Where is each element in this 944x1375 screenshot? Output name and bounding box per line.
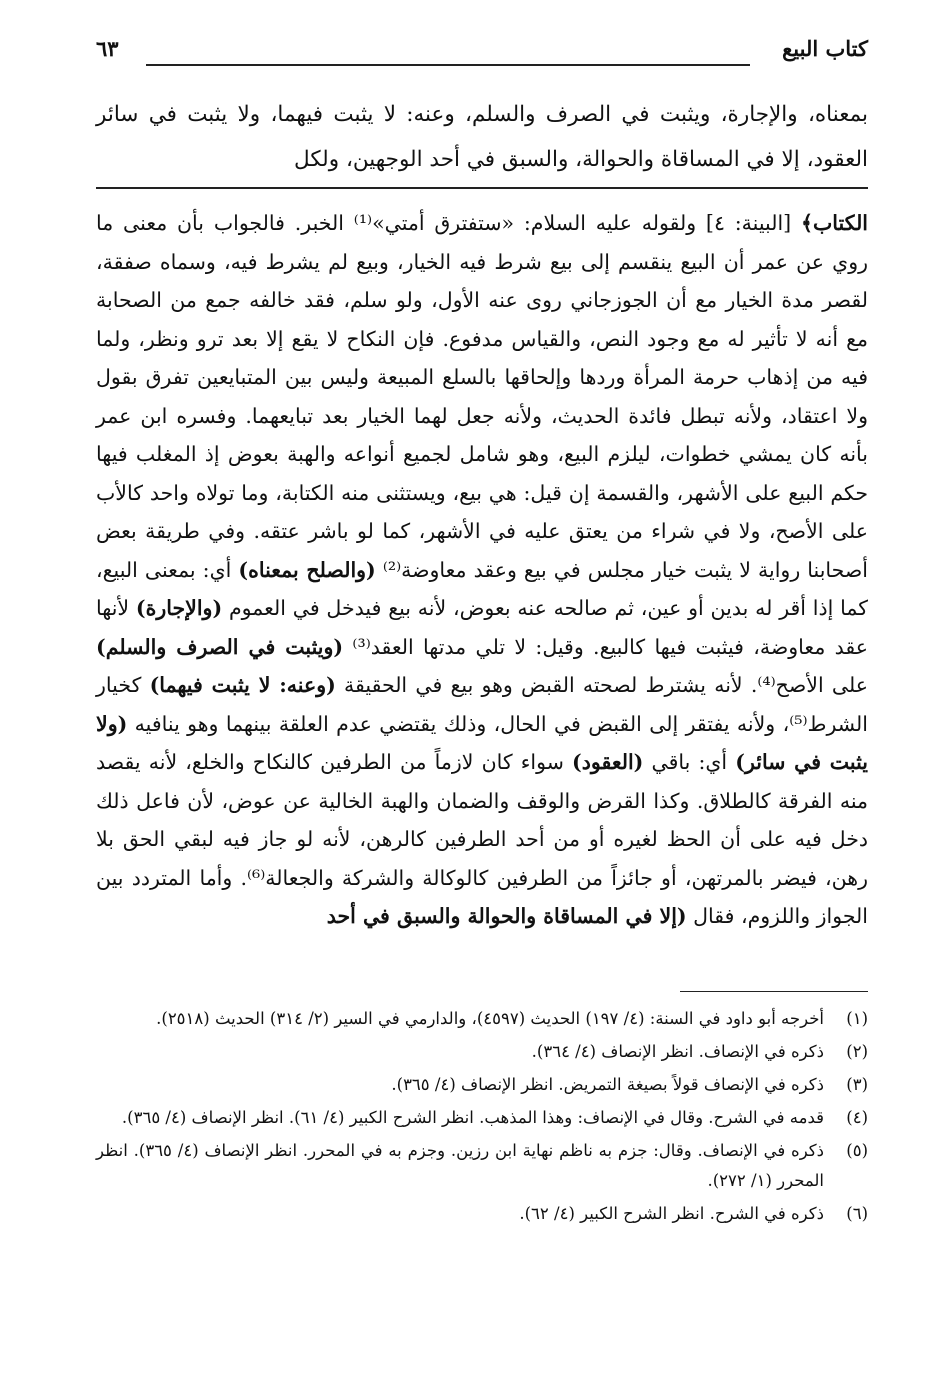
footnote-separator — [680, 991, 868, 992]
footnote-text: ذكره في الإنصاف قولاً بصيغة التمريض. انظر الإنصاف (٤/ ٣٦٥). — [391, 1075, 824, 1094]
matn-quote: (ولا يثبت في سائر) — [96, 711, 868, 774]
footnote-item — [96, 1136, 868, 1196]
footnote-text: ذكره في الإنصاف. وقال: جزم به ناظم نهاية ابن رزين. وجزم به في المحرر. انظر الإنصاف (٤/ ٣٦٥). انظر المحرر (١/ ٢٧٢). — [96, 1141, 824, 1190]
matn-quote: (ويثبت في الصرف والسلم) — [96, 634, 344, 659]
footnote-text: أخرجه أبو داود في السنة: (٤/ ١٩٧) الحديث (٤٥٩٧)، والدارمي في السير (٢/ ٣١٤) الحديث (٢٥١٨). — [156, 1009, 824, 1028]
matn-quote: (والإجارة) — [135, 596, 223, 620]
matn-quote: الكتاب﴾ — [801, 211, 869, 235]
footnote-number: (٥) — [846, 1141, 868, 1160]
matn-quote: (وعنه: لا يثبت فيهما) — [149, 673, 336, 697]
footnote-text: ذكره في الإنصاف. انظر الإنصاف (٤/ ٣٦٤). — [531, 1042, 824, 1061]
sharh-commentary — [96, 204, 868, 936]
chapter-title: كتاب البيع — [782, 36, 868, 61]
page-header — [96, 30, 868, 78]
matn-separator — [96, 187, 868, 189]
footnote-item — [96, 1070, 868, 1100]
footnote-text: ذكره في الشرح. انظر الشرح الكبير (٤/ ٦٢). — [519, 1204, 824, 1223]
commentary-text: على الأصح⁽⁴⁾. لأنه يشترط لصحته القبض وهو بيع في الحقيقة — [335, 673, 868, 697]
matn-quote: (والصلح بمعناه) — [238, 557, 376, 582]
footnote-item — [96, 1199, 868, 1229]
footnote-item — [96, 1103, 868, 1133]
footnote-item — [96, 1037, 868, 1067]
footnote-number: (٣) — [846, 1075, 868, 1094]
commentary-text: أي: بمعنى البيع، كما إذا أقر له بدين أو عين، ثم صالحه عنه بعوض، لأنه بيع فيدخل في العموم — [96, 557, 868, 620]
footnote-number: (١) — [846, 1009, 868, 1028]
page-number: ٦٣ — [96, 36, 119, 61]
matn-text: بمعناه، والإجارة، ويثبت في الصرف والسلم، وعنه: لا يثبت فيهما، ولا يثبت في سائر العقود، إلا في المساقاة والحوالة، والسبق في أحد الوجهين، ولكل — [96, 102, 868, 172]
footnote-number: (٢) — [846, 1042, 868, 1061]
footnote-text: قدمه في الشرح. وقال في الإنصاف: وهذا المذهب. انظر الشرح الكبير (٤/ ٦١). انظر الإنصاف (٤/ ٣٦٥). — [121, 1108, 824, 1127]
commentary-text: [البينة: ٤] ولقوله عليه السلام: «ستفترق أمتي»⁽¹⁾ الخبر. فالجواب بأن معنى ما روي عن عمر أن البيع ينقسم إلى بيع شرط فيه الخيار، وبيع لم يشرط فيه، وسماه صفقة، لقصر مدة الخيار مع أن الجوزجاني روى عنه الأول، ولو سلم، فقد خالفه جمع من الصحابة مع أنه لا تأثير له مع وجود النص، والقياس مدفوع. فإن النكاح لا يقع إلا بعد ترو ونظر، ولما فيه من إذهاب حرمة المرأة وردها وإلحاقها بالسلع المبيعة وليس بين المتبايعين تفرق بقول ولا اعتقاد، ولأنه تبطل فائدة الحديث، ولأنه جعل لهما الخيار بعد تبايعهما. وفسره ابن عمر بأنه كان يمشي خطوات، ليلزم البيع، وهو شامل لجميع أنواعه والهبة بعوض إذ المغلب فيها حكم البيع على الأشهر، والقسمة إن قيل: هي بيع، ويستثنى منه الكتابة، وما تولاه واحد كالأب على الأصح، ولا في شراء من يعتق عليه في الأشهر، كما لو باشر عتقه. وفي طريقة بعض أصحابنا رواية لا يثبت خيار مجلس في بيع وعقد معاوضة⁽²⁾ — [96, 211, 868, 582]
matn-quote: (إلا في المساقاة والحوالة والسبق في أحد — [326, 904, 687, 928]
matn-quote: (العقود) — [572, 750, 644, 774]
commentary-text: سواء كان لازماً من الطرفين كالنكاح والخلع، لأنه يقصد منه الفرقة كالطلاق. وكذا القرض والوقف والضمان والهبة الخالية عن عوض، لأن فاعل ذلك دخل فيه على أن الحظ لغيره أو من أحد الطرفين كالرهن، لأنه لو جاز فيه لبقي الحق بلا رهن، فيضر بالمرتهن، أو جائزاً من الطرفين كالوكالة والشركة والجعالة⁽⁶⁾. وأما المتردد بين الجواز واللزوم، فقال — [96, 750, 868, 928]
header-rule — [146, 64, 750, 66]
commentary-text: لأنها عقد معاوضة، فيثبت فيها كالبيع. وقيل: لا تلي مدتها العقد⁽³⁾ — [96, 596, 868, 659]
footnote-number: (٦) — [846, 1204, 868, 1223]
footnote-number: (٤) — [846, 1108, 868, 1127]
commentary-text: كخيار الشرط⁽⁵⁾، ولأنه يفتقر إلى القبض في الحال، وذلك يقتضي عدم العلقة بينهما وهو ينافيه — [96, 673, 868, 736]
footnote-item — [96, 1004, 868, 1034]
commentary-text: أي: باقي — [643, 750, 736, 774]
footnotes — [96, 1004, 868, 1232]
